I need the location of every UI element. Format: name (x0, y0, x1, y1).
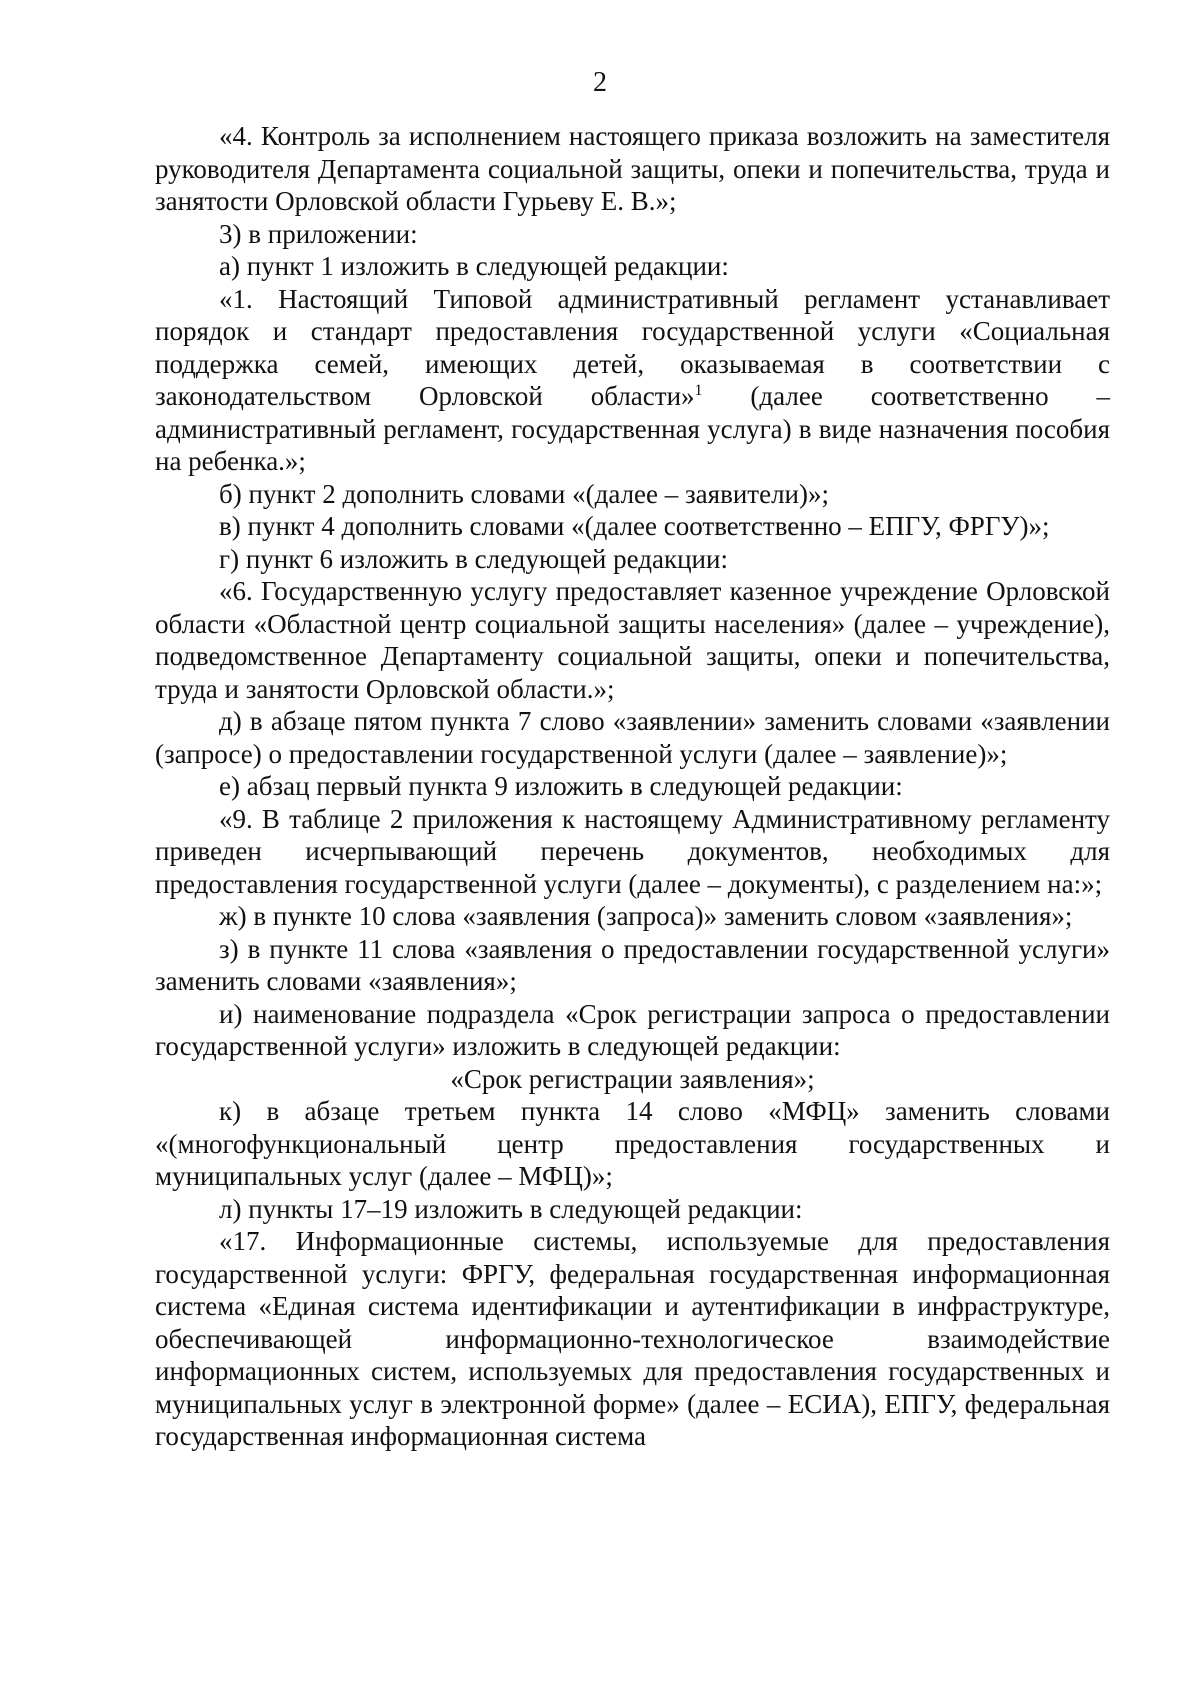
paragraph-item-a: а) пункт 1 изложить в следующей редакции: (219, 251, 729, 281)
paragraph-subsection-title: «Срок регистрации заявления»; (450, 1063, 815, 1094)
point-1-continuation: (далее соответственно – административный регламент, государственная услуга) в виде назначения пособия на ребенка.»; (155, 381, 1110, 476)
paragraph-point-1 (155, 283, 1110, 478)
paragraph-item-v: в) пункт 4 дополнить словами «(далее соответственно – ЕПГУ, ФРГУ)»; (219, 511, 1050, 541)
paragraph-item-d: д) в абзаце пятом пункта 7 слово «заявлении» заменить словами «заявлении (запросе) о предоставлении государственной услуги (далее – заявление)»; (155, 706, 1110, 769)
document-body (155, 120, 1110, 1453)
paragraph-item-l: л) пункты 17–19 изложить в следующей редакции: (219, 1193, 803, 1224)
footnote-mark: 1 (694, 382, 703, 399)
page-number: 2 (593, 67, 607, 98)
point-1-text: «1. Настоящий Типовой административный регламент устанавливает порядок и стандарт предоставления государственной услуги «Социальная поддержка семей, имеющих детей, оказываемая в соответствии с законодательством Орловской области» (155, 283, 1110, 411)
paragraph-item-k: к) в абзаце третьем пункта 14 слово «МФЦ» заменить словами «(многофункциональный центр предоставления государственных и муниципальных услуг (далее – МФЦ)»; (155, 1096, 1110, 1191)
paragraph-point-9: «9. В таблице 2 приложения к настоящему Административному регламенту приведен исчерпывающий перечень документов, необходимых для предоставления государственной услуги (далее – документы), с разделением на:»; (155, 803, 1110, 899)
paragraph-point-6: «6. Государственную услугу предоставляет казенное учреждение Орловской области «Областной центр социальной защиты населения» (далее – учреждение), подведомственное Департаменту социальной защиты, опеки и попечительства, труда и занятости Орловской области.»; (155, 576, 1110, 704)
paragraph-in-appendix: 3) в приложении: (219, 218, 418, 249)
paragraph-item-e: е) абзац первый пункта 9 изложить в следующей редакции: (219, 771, 903, 801)
paragraph-item-i: и) наименование подраздела «Срок регистрации запроса о предоставлении государственной услуги» изложить в следующей редакции: (155, 998, 1110, 1061)
paragraph-item-z: з) в пункте 11 слова «заявления о предоставлении государственной услуги» заменить словами «заявления»; (155, 933, 1110, 996)
paragraph-item-zh: ж) в пункте 10 слова «заявления (запроса)» заменить словом «заявления»; (219, 901, 1073, 931)
paragraph-item-g: г) пункт 6 изложить в следующей редакции: (219, 543, 728, 574)
paragraph-item-b: б) пункт 2 дополнить словами «(далее – заявители)»; (219, 478, 829, 509)
paragraph-control-clause: «4. Контроль за исполнением настоящего приказа возложить на заместителя руководителя Департамента социальной защиты, опеки и попечительства, труда и занятости Орловской области Гурьеву Е. В.»; (155, 121, 1110, 216)
paragraph-point-17: «17. Информационные системы, используемые для предоставления государственной услуги: ФРГУ, федеральная государственная информационная система «Единая система идентификации и аутентификации в инфраструктуре, обеспечивающей информационно-технологическое взаимодействие информационных систем, используемых для предоставления государственных и муниципальных услуг в электронной форме» (далее – ЕСИА), ЕПГУ, федеральная государственная информационная система (155, 1226, 1110, 1451)
